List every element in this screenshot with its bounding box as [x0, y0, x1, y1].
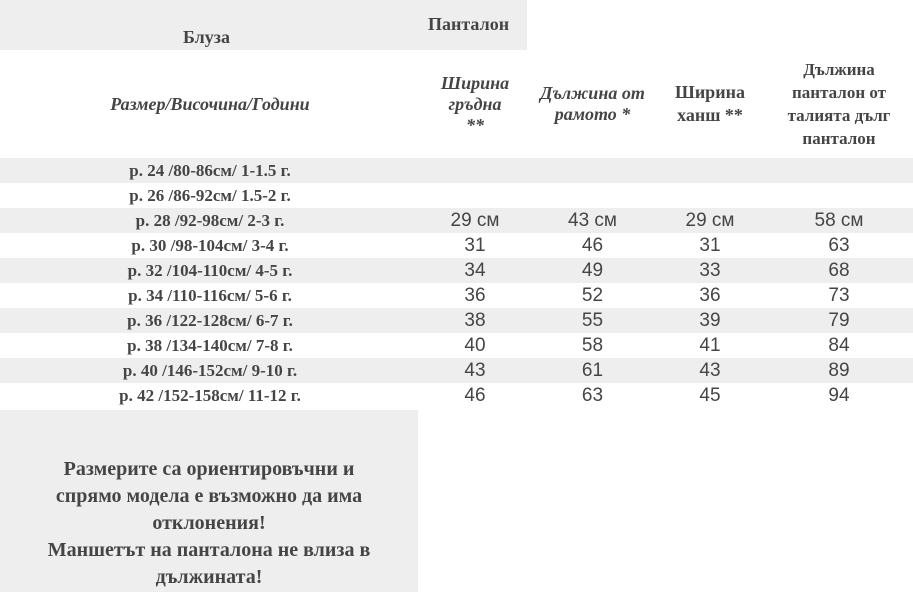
shoulder-length-cell: 61: [581, 359, 604, 381]
size-cell: р. 38 /134-140см/ 7-8 г.: [127, 335, 293, 355]
pants-length-cell: 89: [828, 359, 850, 381]
shoulder-length-cell: [530, 183, 655, 208]
table-row: [0, 283, 913, 308]
chest-width-label-line2: гръдна: [448, 93, 502, 114]
size-column-header: [0, 50, 420, 158]
chest-width-cell: 29 см: [450, 209, 500, 231]
note-line: Размерите са ориентировъчни и: [63, 458, 355, 480]
table-row: [0, 158, 913, 183]
shoulder-length-header: [530, 50, 655, 158]
chest-width-cell: 36: [464, 284, 486, 306]
size-cell: р. 34 /110-116см/ 5-6 г.: [128, 285, 292, 305]
table-row: [0, 383, 913, 408]
header-bluza: Блуза: [183, 27, 230, 47]
hip-width-cell: 33: [699, 259, 721, 281]
hip-width-cell: 31: [699, 234, 721, 256]
shoulder-length-label-line1: Дължина от: [540, 83, 645, 103]
chest-width-cell: 34: [464, 259, 486, 281]
size-cell: р. 24 /80-86см/ 1-1.5 г.: [129, 160, 291, 180]
pants-length-cell: 63: [828, 234, 850, 256]
hip-width-cell: 45: [699, 384, 721, 406]
shoulder-length-cell: 58: [581, 334, 604, 356]
size-cell: р. 32 /104-110см/ 4-5 г.: [127, 260, 293, 280]
hip-width-header: [655, 50, 765, 158]
shoulder-length-cell: 43 см: [568, 209, 617, 231]
column-header-row: [0, 50, 913, 158]
table-row: [0, 233, 913, 258]
pants-length-label-line4: панталон: [802, 129, 876, 148]
hip-width-cell: [655, 183, 765, 208]
size-cell: р. 28 /92-98см/ 2-3 г.: [135, 210, 285, 230]
chest-width-cell: 31: [464, 234, 486, 256]
shoulder-length-label-line2: рамото *: [554, 104, 631, 124]
chest-width-cell: [420, 183, 530, 208]
chest-width-cell: 46: [464, 384, 486, 406]
table-row: [0, 183, 913, 208]
size-cell: р. 30 /98-104см/ 3-4 г.: [131, 235, 289, 255]
table-row: [0, 333, 913, 358]
hip-width-cell: [655, 158, 765, 183]
hip-width-label-line1: Ширина: [675, 82, 745, 102]
header-pantalon: Панталон: [428, 14, 510, 34]
pants-length-cell: 68: [828, 259, 850, 281]
pants-length-cell: 84: [828, 334, 850, 356]
note-line: Маншетът на панталона не влиза в: [47, 539, 371, 561]
chest-width-cell: [420, 158, 530, 183]
pants-length-cell: 58 см: [814, 209, 864, 231]
header-pantalon-cell: [420, 0, 527, 50]
chest-width-label-line1: Ширина: [440, 72, 510, 93]
pants-length-cell: [765, 158, 913, 183]
table-row: [0, 358, 913, 383]
note-box: [0, 410, 418, 592]
pants-length-label-line1: Дължина: [803, 60, 875, 79]
table-row: [0, 308, 913, 333]
chest-width-cell: 40: [464, 334, 486, 356]
size-cell: р. 26 /86-92см/ 1.5-2 г.: [129, 185, 291, 205]
hip-width-cell: 39: [699, 309, 721, 331]
hip-width-cell: 36: [699, 284, 721, 306]
shoulder-length-cell: 49: [581, 259, 604, 281]
shoulder-length-cell: 46: [581, 234, 604, 256]
table-row: [0, 258, 913, 283]
pants-length-cell: 79: [828, 309, 850, 331]
size-column-label: Размер/Височина/Години: [110, 93, 310, 114]
table-row: [0, 208, 913, 233]
shoulder-length-cell: 55: [581, 309, 604, 331]
chest-width-header: [420, 50, 530, 158]
chest-width-label-line3: **: [466, 114, 484, 135]
size-cell: р. 42 /152-158см/ 11-12 г.: [119, 385, 301, 405]
pants-length-cell: 94: [828, 384, 850, 406]
pants-length-cell: [765, 183, 913, 208]
size-cell: р. 36 /122-128см/ 6-7 г.: [127, 310, 293, 330]
note-line: отклонения!: [152, 512, 266, 534]
note-line: спрямо модела е възможно да има: [55, 485, 363, 507]
hip-width-label-line2: ханш **: [677, 105, 743, 125]
pants-length-header: [765, 50, 913, 158]
shoulder-length-cell: 52: [581, 284, 604, 306]
header-bluza-cell: [0, 0, 420, 50]
hip-width-cell: 43: [699, 359, 721, 381]
pants-length-cell: 73: [828, 284, 850, 306]
note-line: дължината!: [155, 566, 263, 588]
hip-width-cell: 41: [699, 334, 721, 356]
shoulder-length-cell: [530, 158, 655, 183]
hip-width-cell: 29 см: [685, 209, 735, 231]
chest-width-cell: 38: [464, 309, 486, 331]
size-cell: р. 40 /146-152см/ 9-10 г.: [122, 360, 298, 380]
chest-width-cell: 43: [464, 359, 486, 381]
pants-length-label-line2: панталон от: [791, 83, 886, 102]
pants-length-label-line3: талията дълг: [787, 106, 891, 125]
shoulder-length-cell: 63: [581, 384, 604, 406]
